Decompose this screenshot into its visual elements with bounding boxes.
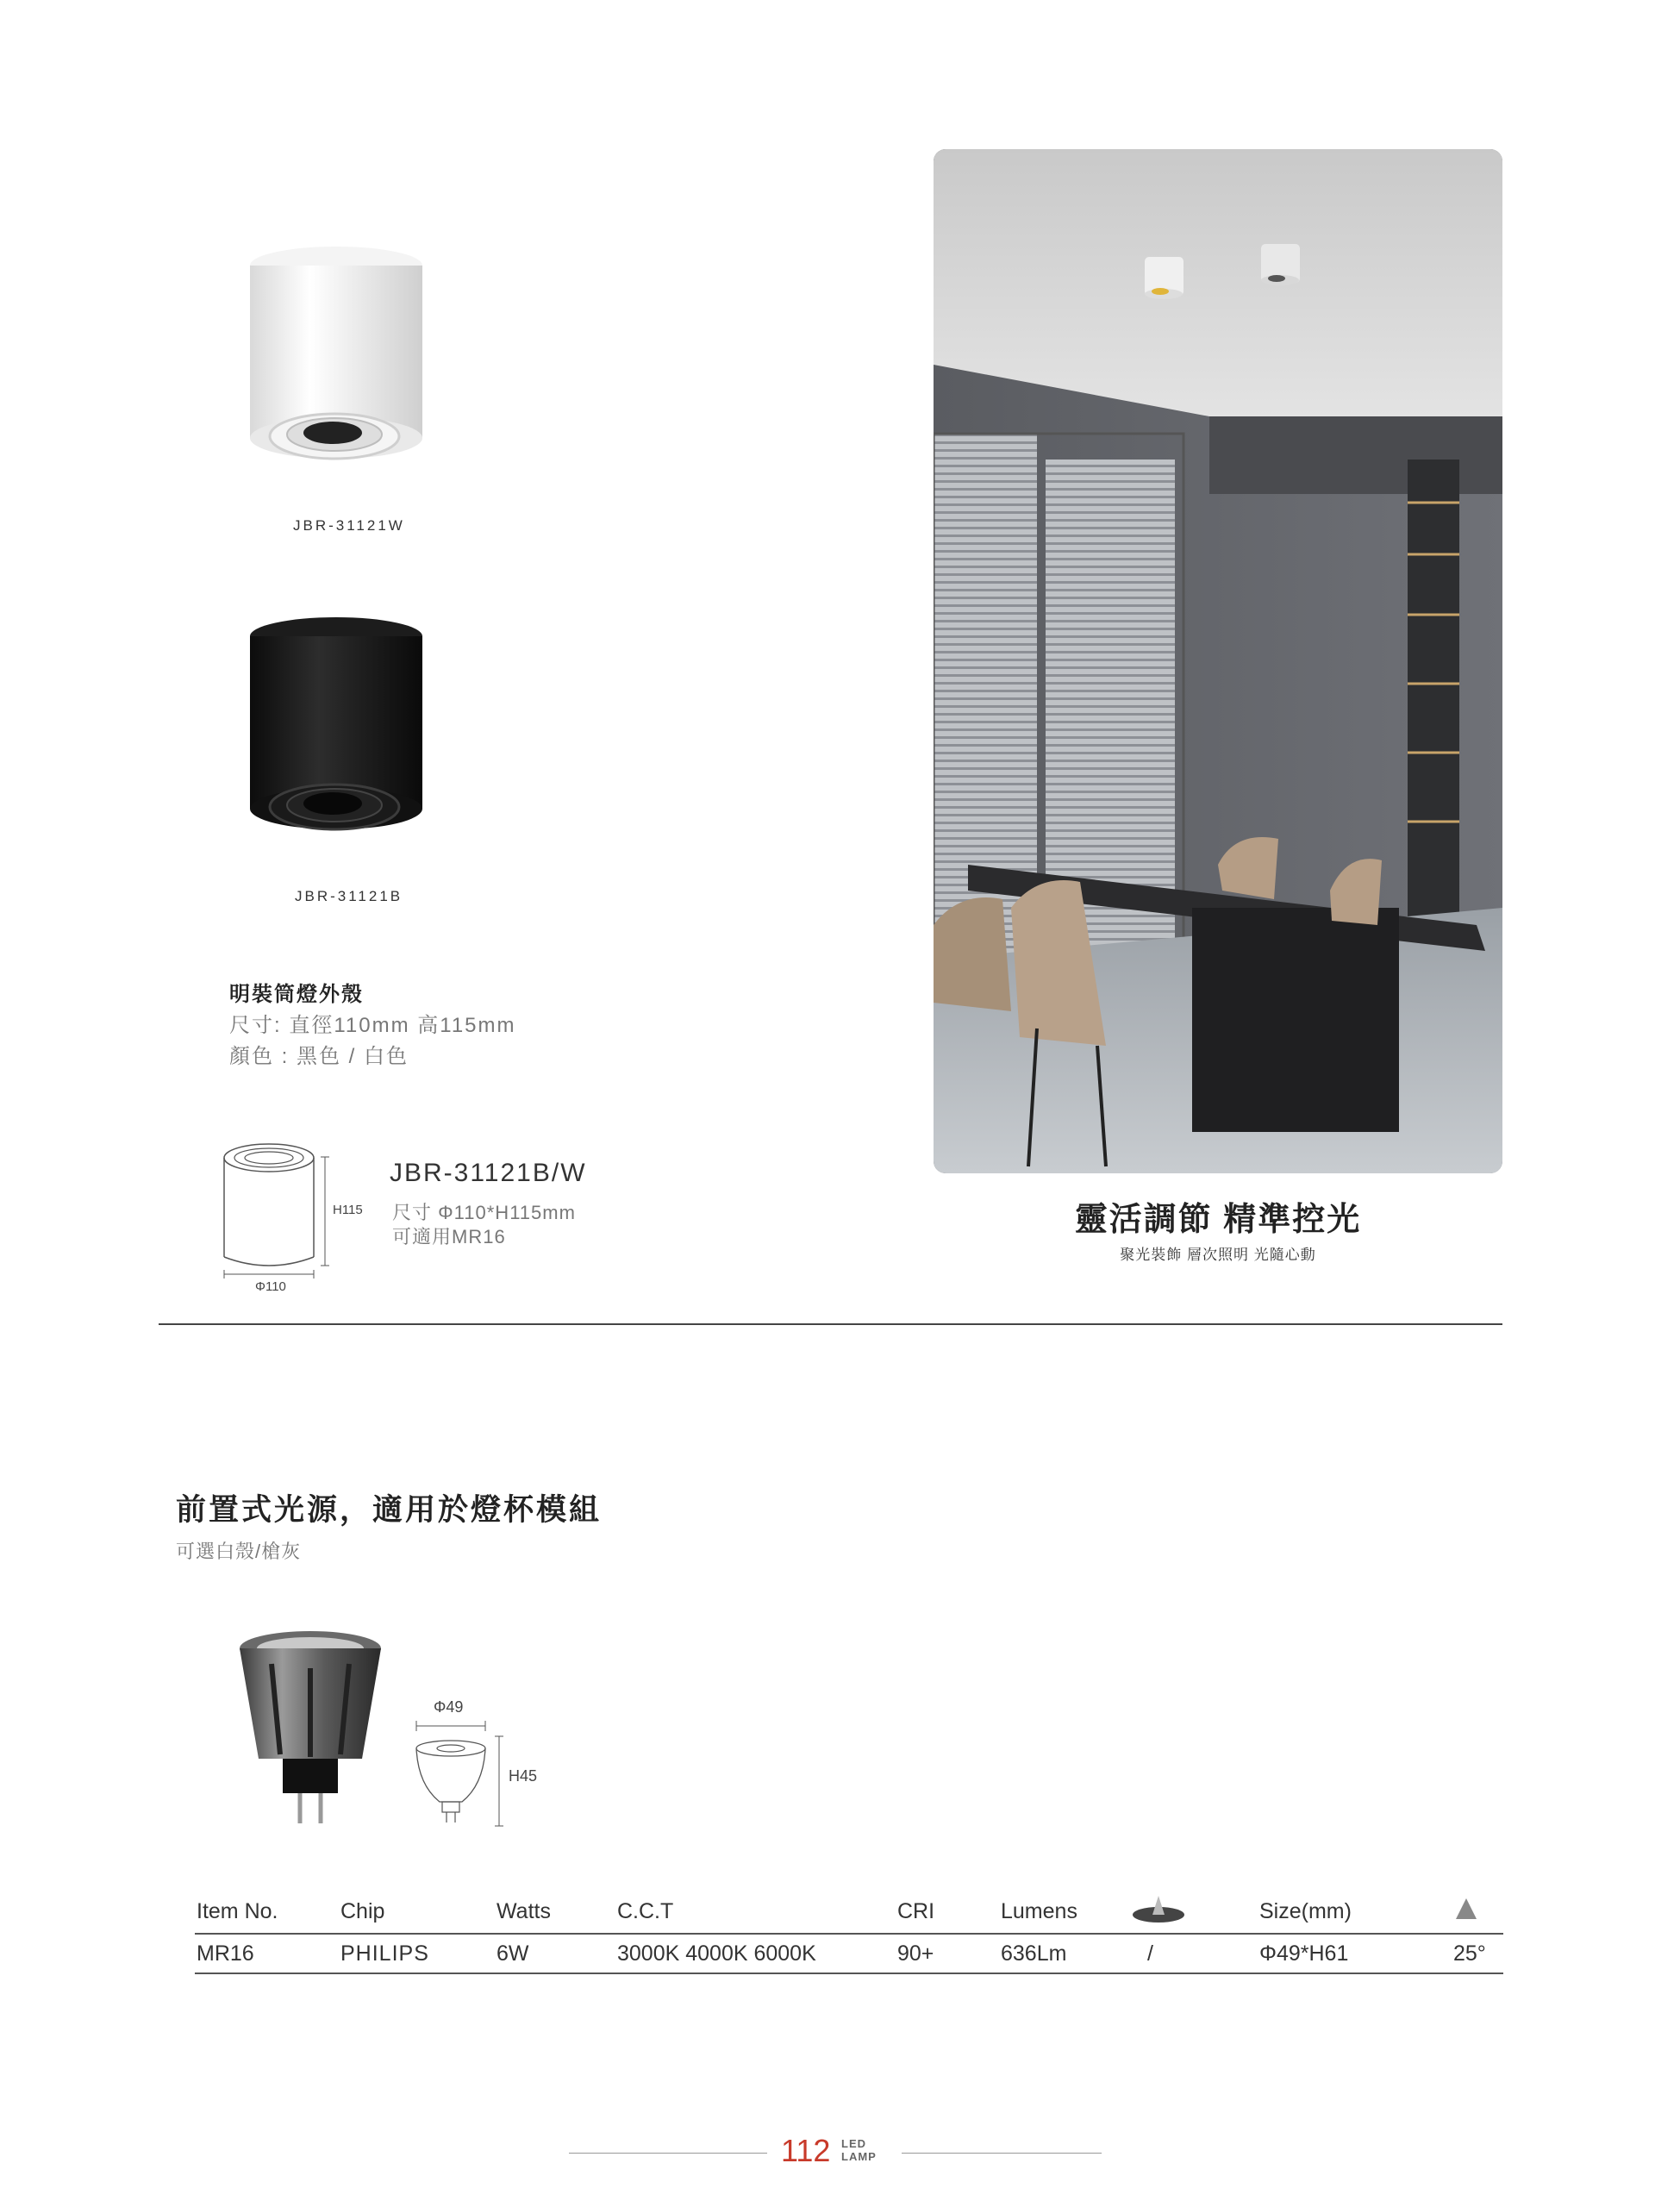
header-size: Size(mm) [1259, 1899, 1352, 1923]
header-lumens: Lumens [1001, 1899, 1077, 1923]
drawing-size: 尺寸 Φ110*H115mm [392, 1202, 576, 1223]
footer-line-left [569, 2153, 767, 2154]
page-number: 112 [781, 2133, 831, 2168]
section2-title: 前置式光源，適用於燈杯模組 [176, 1493, 603, 1527]
drawing-model: JBR-31121B/W [390, 1159, 587, 1187]
hero-subtagline: 聚光裝飾 層次照明 光隨心動 [1120, 1247, 1316, 1263]
drawing-height-label: H115 [333, 1203, 363, 1217]
mr16-dimension-drawing [409, 1716, 513, 1836]
spec-table [195, 1891, 1503, 1974]
spec-title: 明裝筒燈外殼 [229, 983, 364, 1006]
mr16-diameter-label: Φ49 [434, 1698, 464, 1716]
black-downlight-caption: JBR-31121B [295, 888, 403, 904]
cell-cutout: / [1147, 1941, 1153, 1966]
header-chip: Chip [340, 1899, 385, 1923]
header-cct: C.C.T [617, 1899, 674, 1923]
section-divider [159, 1323, 1502, 1325]
cell-angle: 25° [1453, 1941, 1486, 1966]
header-watts: Watts [497, 1899, 551, 1923]
cell-cri: 90+ [897, 1941, 934, 1966]
spec-color: 顏色 : 黑色 / 白色 [229, 1045, 409, 1068]
beam-angle-icon [1452, 1891, 1503, 1934]
mr16-bulb-image [233, 1629, 388, 1828]
cell-item: MR16 [197, 1941, 254, 1966]
footer-line-right [902, 2153, 1102, 2154]
cell-watts: 6W [497, 1941, 529, 1966]
cell-lumens: 636Lm [1001, 1941, 1067, 1966]
black-downlight-image [233, 603, 440, 853]
table-header-row [195, 1891, 1503, 1934]
cutout-icon [1128, 1891, 1258, 1934]
cylinder-dimension-drawing [220, 1136, 332, 1283]
cell-cct: 3000K 4000K 6000K [617, 1941, 816, 1966]
footer-led-label: LED [841, 2137, 866, 2150]
mr16-height-label: H45 [509, 1767, 538, 1785]
white-downlight-image [233, 233, 440, 483]
table-row [195, 1934, 1503, 1973]
footer-lamp-label: LAMP [841, 2150, 877, 2163]
drawing-compat: 可適用MR16 [392, 1226, 506, 1247]
dining-room-photo [934, 149, 1502, 1173]
white-downlight-caption: JBR-31121W [293, 517, 405, 534]
drawing-diameter-label: Φ110 [255, 1279, 286, 1294]
hero-tagline: 靈活調節 精準控光 [1074, 1202, 1362, 1238]
header-item: Item No. [197, 1899, 278, 1923]
header-cri: CRI [897, 1899, 935, 1923]
section2-subtitle: 可選白殼/槍灰 [176, 1541, 302, 1562]
cell-size: Φ49*H61 [1259, 1941, 1349, 1966]
spec-size: 尺寸: 直徑110mm 高115mm [229, 1014, 516, 1037]
philips-logo: PHILIPS [340, 1941, 429, 1966]
